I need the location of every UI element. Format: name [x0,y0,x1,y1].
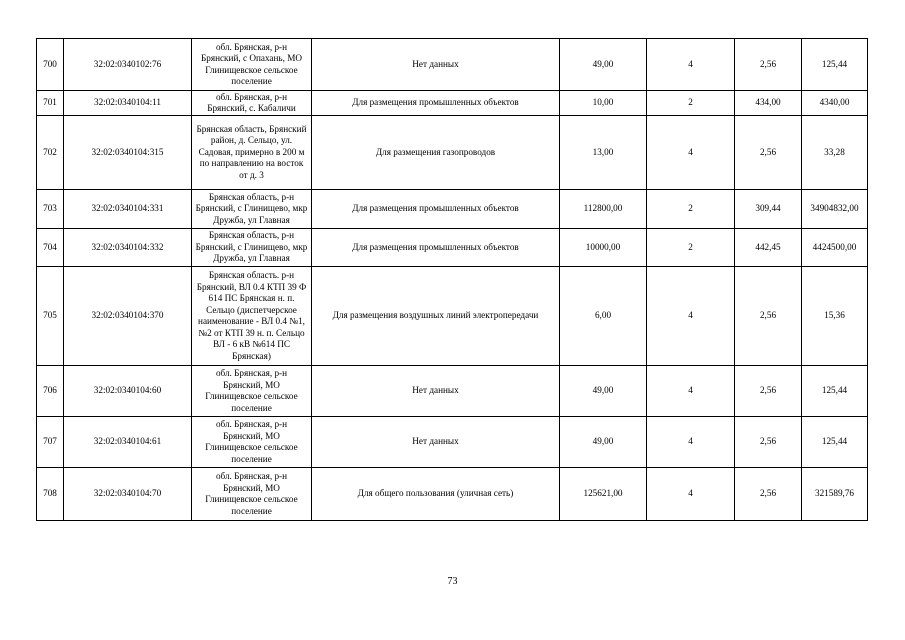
address: обл. Брянская, р-н Брянский, с. Кабаличи [192,91,312,116]
address: Брянская область. р-н Брянский, ВЛ 0.4 КТП 39 Ф 614 ПС Брянская н. п. Сельцо (диспетчерское наименование - ВЛ 0.4 №1, №2 от КТП 39 н. п. Сельцо ВЛ - 6 кВ №614 ПС Брянская) [192,267,312,366]
table-row [37,116,868,190]
sum: 125,44 [802,366,868,417]
area: 49,00 [560,417,647,468]
row-number: 705 [37,267,64,366]
area: 6,00 [560,267,647,366]
cadastral-number: 32:02:0340104:370 [64,267,192,366]
sum: 4340,00 [802,91,868,116]
area: 13,00 [560,116,647,190]
sum: 15,36 [802,267,868,366]
rate: 309,44 [735,190,802,229]
address: обл. Брянская, р-н Брянский, с Опахань, МО Глинищевское сельское поселение [192,39,312,91]
table-row [37,468,868,521]
row-number: 706 [37,366,64,417]
rate: 2,56 [735,267,802,366]
address: обл. Брянская, р-н Брянский, МО Глинищевское сельское поселение [192,468,312,521]
usage-purpose: Для размещения промышленных объектов [312,91,560,116]
cadastral-number: 32:02:0340102:76 [64,39,192,91]
usage-purpose: Для общего пользования (уличная сеть) [312,468,560,521]
usage-purpose: Нет данных [312,417,560,468]
sum: 34904832,00 [802,190,868,229]
rate: 442,45 [735,229,802,267]
category: 2 [647,229,735,267]
cadastral-number: 32:02:0340104:11 [64,91,192,116]
category: 4 [647,116,735,190]
rate: 2,56 [735,116,802,190]
rate: 2,56 [735,366,802,417]
area: 49,00 [560,39,647,91]
cadastral-number: 32:02:0340104:70 [64,468,192,521]
category: 2 [647,91,735,116]
address: обл. Брянская, р-н Брянский, МО Глинищевское сельское поселение [192,417,312,468]
sum: 4424500,00 [802,229,868,267]
category: 4 [647,417,735,468]
usage-purpose: Нет данных [312,366,560,417]
category: 4 [647,267,735,366]
address: Брянская область, Брянский район, д. Сельцо, ул. Садовая, примерно в 200 м по направлению на восток от д. 3 [192,116,312,190]
land-plots-table [36,38,868,521]
row-number: 704 [37,229,64,267]
row-number: 703 [37,190,64,229]
sum: 125,44 [802,417,868,468]
page-number: 73 [447,576,458,587]
cadastral-number: 32:02:0340104:60 [64,366,192,417]
area: 125621,00 [560,468,647,521]
area: 10000,00 [560,229,647,267]
category: 2 [647,190,735,229]
area: 10,00 [560,91,647,116]
usage-purpose: Для размещения промышленных объектов [312,190,560,229]
row-number: 701 [37,91,64,116]
table-row [37,91,868,116]
usage-purpose: Для размещения промышленных объектов [312,229,560,267]
address: обл. Брянская, р-н Брянский, МО Глинищевское сельское поселение [192,366,312,417]
row-number: 707 [37,417,64,468]
row-number: 708 [37,468,64,521]
cadastral-number: 32:02:0340104:315 [64,116,192,190]
sum: 125,44 [802,39,868,91]
address: Брянская область, р-н Брянский, с Глинищево, мкр Дружба, ул Главная [192,229,312,267]
cadastral-number: 32:02:0340104:332 [64,229,192,267]
sum: 33,28 [802,116,868,190]
rate: 2,56 [735,39,802,91]
table-row [37,190,868,229]
area: 112800,00 [560,190,647,229]
table-row [37,267,868,366]
rate: 2,56 [735,417,802,468]
table-row [37,39,868,91]
table-row [37,229,868,267]
cadastral-number: 32:02:0340104:331 [64,190,192,229]
row-number: 702 [37,116,64,190]
category: 4 [647,366,735,417]
rate: 434,00 [735,91,802,116]
category: 4 [647,39,735,91]
usage-purpose: Нет данных [312,39,560,91]
area: 49,00 [560,366,647,417]
rate: 2,56 [735,468,802,521]
row-number: 700 [37,39,64,91]
table-row [37,417,868,468]
usage-purpose: Для размещения газопроводов [312,116,560,190]
usage-purpose: Для размещения воздушных линий электропередачи [312,267,560,366]
cadastral-number: 32:02:0340104:61 [64,417,192,468]
sum: 321589,76 [802,468,868,521]
category: 4 [647,468,735,521]
table-row [37,366,868,417]
address: Брянская область, р-н Брянский, с Глинищево, мкр Дружба, ул Главная [192,190,312,229]
